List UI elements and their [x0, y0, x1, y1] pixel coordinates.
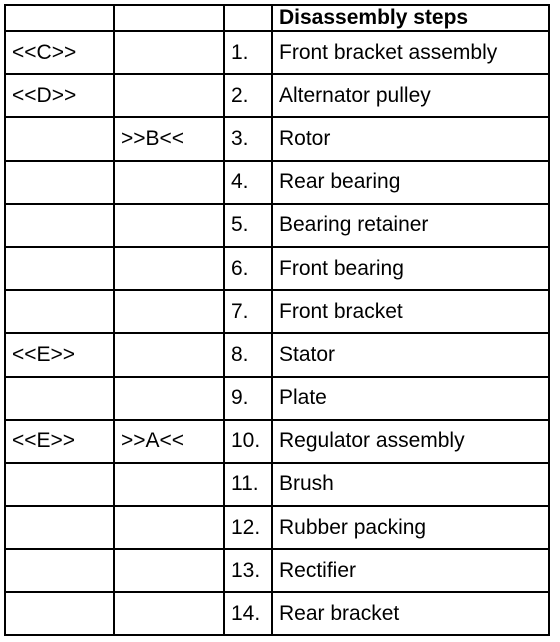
reference-mark-2 [114, 592, 224, 634]
step-number: 12. [224, 506, 272, 549]
reference-mark-1 [6, 247, 114, 290]
reference-mark-1 [6, 204, 114, 247]
reference-mark-2 [114, 463, 224, 506]
step-number: 9. [224, 377, 272, 420]
disassembly-steps-table [6, 6, 548, 634]
table-row [6, 463, 548, 506]
step-number: 2. [224, 74, 272, 117]
step-name: Plate [272, 377, 548, 420]
reference-mark-1 [6, 506, 114, 549]
reference-mark-1 [6, 117, 114, 160]
header-cell-number [224, 6, 272, 31]
table-header-row [6, 6, 548, 31]
disassembly-table-frame [4, 4, 550, 636]
reference-mark-1: <<C>> [6, 31, 114, 74]
step-name: Rectifier [272, 549, 548, 592]
step-name: Rear bearing [272, 161, 548, 204]
step-name: Rotor [272, 117, 548, 160]
reference-mark-1 [6, 549, 114, 592]
reference-mark-2 [114, 161, 224, 204]
table-row [6, 117, 548, 160]
table-row [6, 204, 548, 247]
step-number: 1. [224, 31, 272, 74]
reference-mark-2 [114, 31, 224, 74]
reference-mark-1 [6, 290, 114, 333]
reference-mark-2 [114, 333, 224, 376]
header-title: Disassembly steps [272, 6, 548, 31]
step-number: 5. [224, 204, 272, 247]
table-row [6, 74, 548, 117]
table-row [6, 506, 548, 549]
step-number: 14. [224, 592, 272, 634]
step-name: Rubber packing [272, 506, 548, 549]
step-name: Rear bracket [272, 592, 548, 634]
reference-mark-1 [6, 377, 114, 420]
step-number: 3. [224, 117, 272, 160]
table-row [6, 290, 548, 333]
header-cell-ref2 [114, 6, 224, 31]
step-number: 4. [224, 161, 272, 204]
reference-mark-1 [6, 463, 114, 506]
table-row [6, 31, 548, 74]
table-row [6, 247, 548, 290]
reference-mark-2: >>B<< [114, 117, 224, 160]
reference-mark-2 [114, 247, 224, 290]
reference-mark-1 [6, 592, 114, 634]
reference-mark-2 [114, 74, 224, 117]
step-name: Bearing retainer [272, 204, 548, 247]
table-body [6, 31, 548, 634]
reference-mark-1: <<E>> [6, 333, 114, 376]
reference-mark-2 [114, 204, 224, 247]
header-cell-ref1 [6, 6, 114, 31]
reference-mark-1: <<D>> [6, 74, 114, 117]
step-name: Regulator assembly [272, 420, 548, 463]
table-row [6, 549, 548, 592]
step-number: 10. [224, 420, 272, 463]
table-row [6, 377, 548, 420]
table-row [6, 592, 548, 634]
step-name: Stator [272, 333, 548, 376]
step-number: 7. [224, 290, 272, 333]
step-name: Brush [272, 463, 548, 506]
step-name: Front bracket assembly [272, 31, 548, 74]
reference-mark-1: <<E>> [6, 420, 114, 463]
reference-mark-2 [114, 290, 224, 333]
reference-mark-2 [114, 506, 224, 549]
step-number: 13. [224, 549, 272, 592]
reference-mark-2 [114, 377, 224, 420]
table-row [6, 333, 548, 376]
step-name: Alternator pulley [272, 74, 548, 117]
step-number: 8. [224, 333, 272, 376]
step-number: 11. [224, 463, 272, 506]
reference-mark-2: >>A<< [114, 420, 224, 463]
table-row [6, 161, 548, 204]
table-row [6, 420, 548, 463]
step-number: 6. [224, 247, 272, 290]
reference-mark-1 [6, 161, 114, 204]
step-name: Front bracket [272, 290, 548, 333]
step-name: Front bearing [272, 247, 548, 290]
reference-mark-2 [114, 549, 224, 592]
